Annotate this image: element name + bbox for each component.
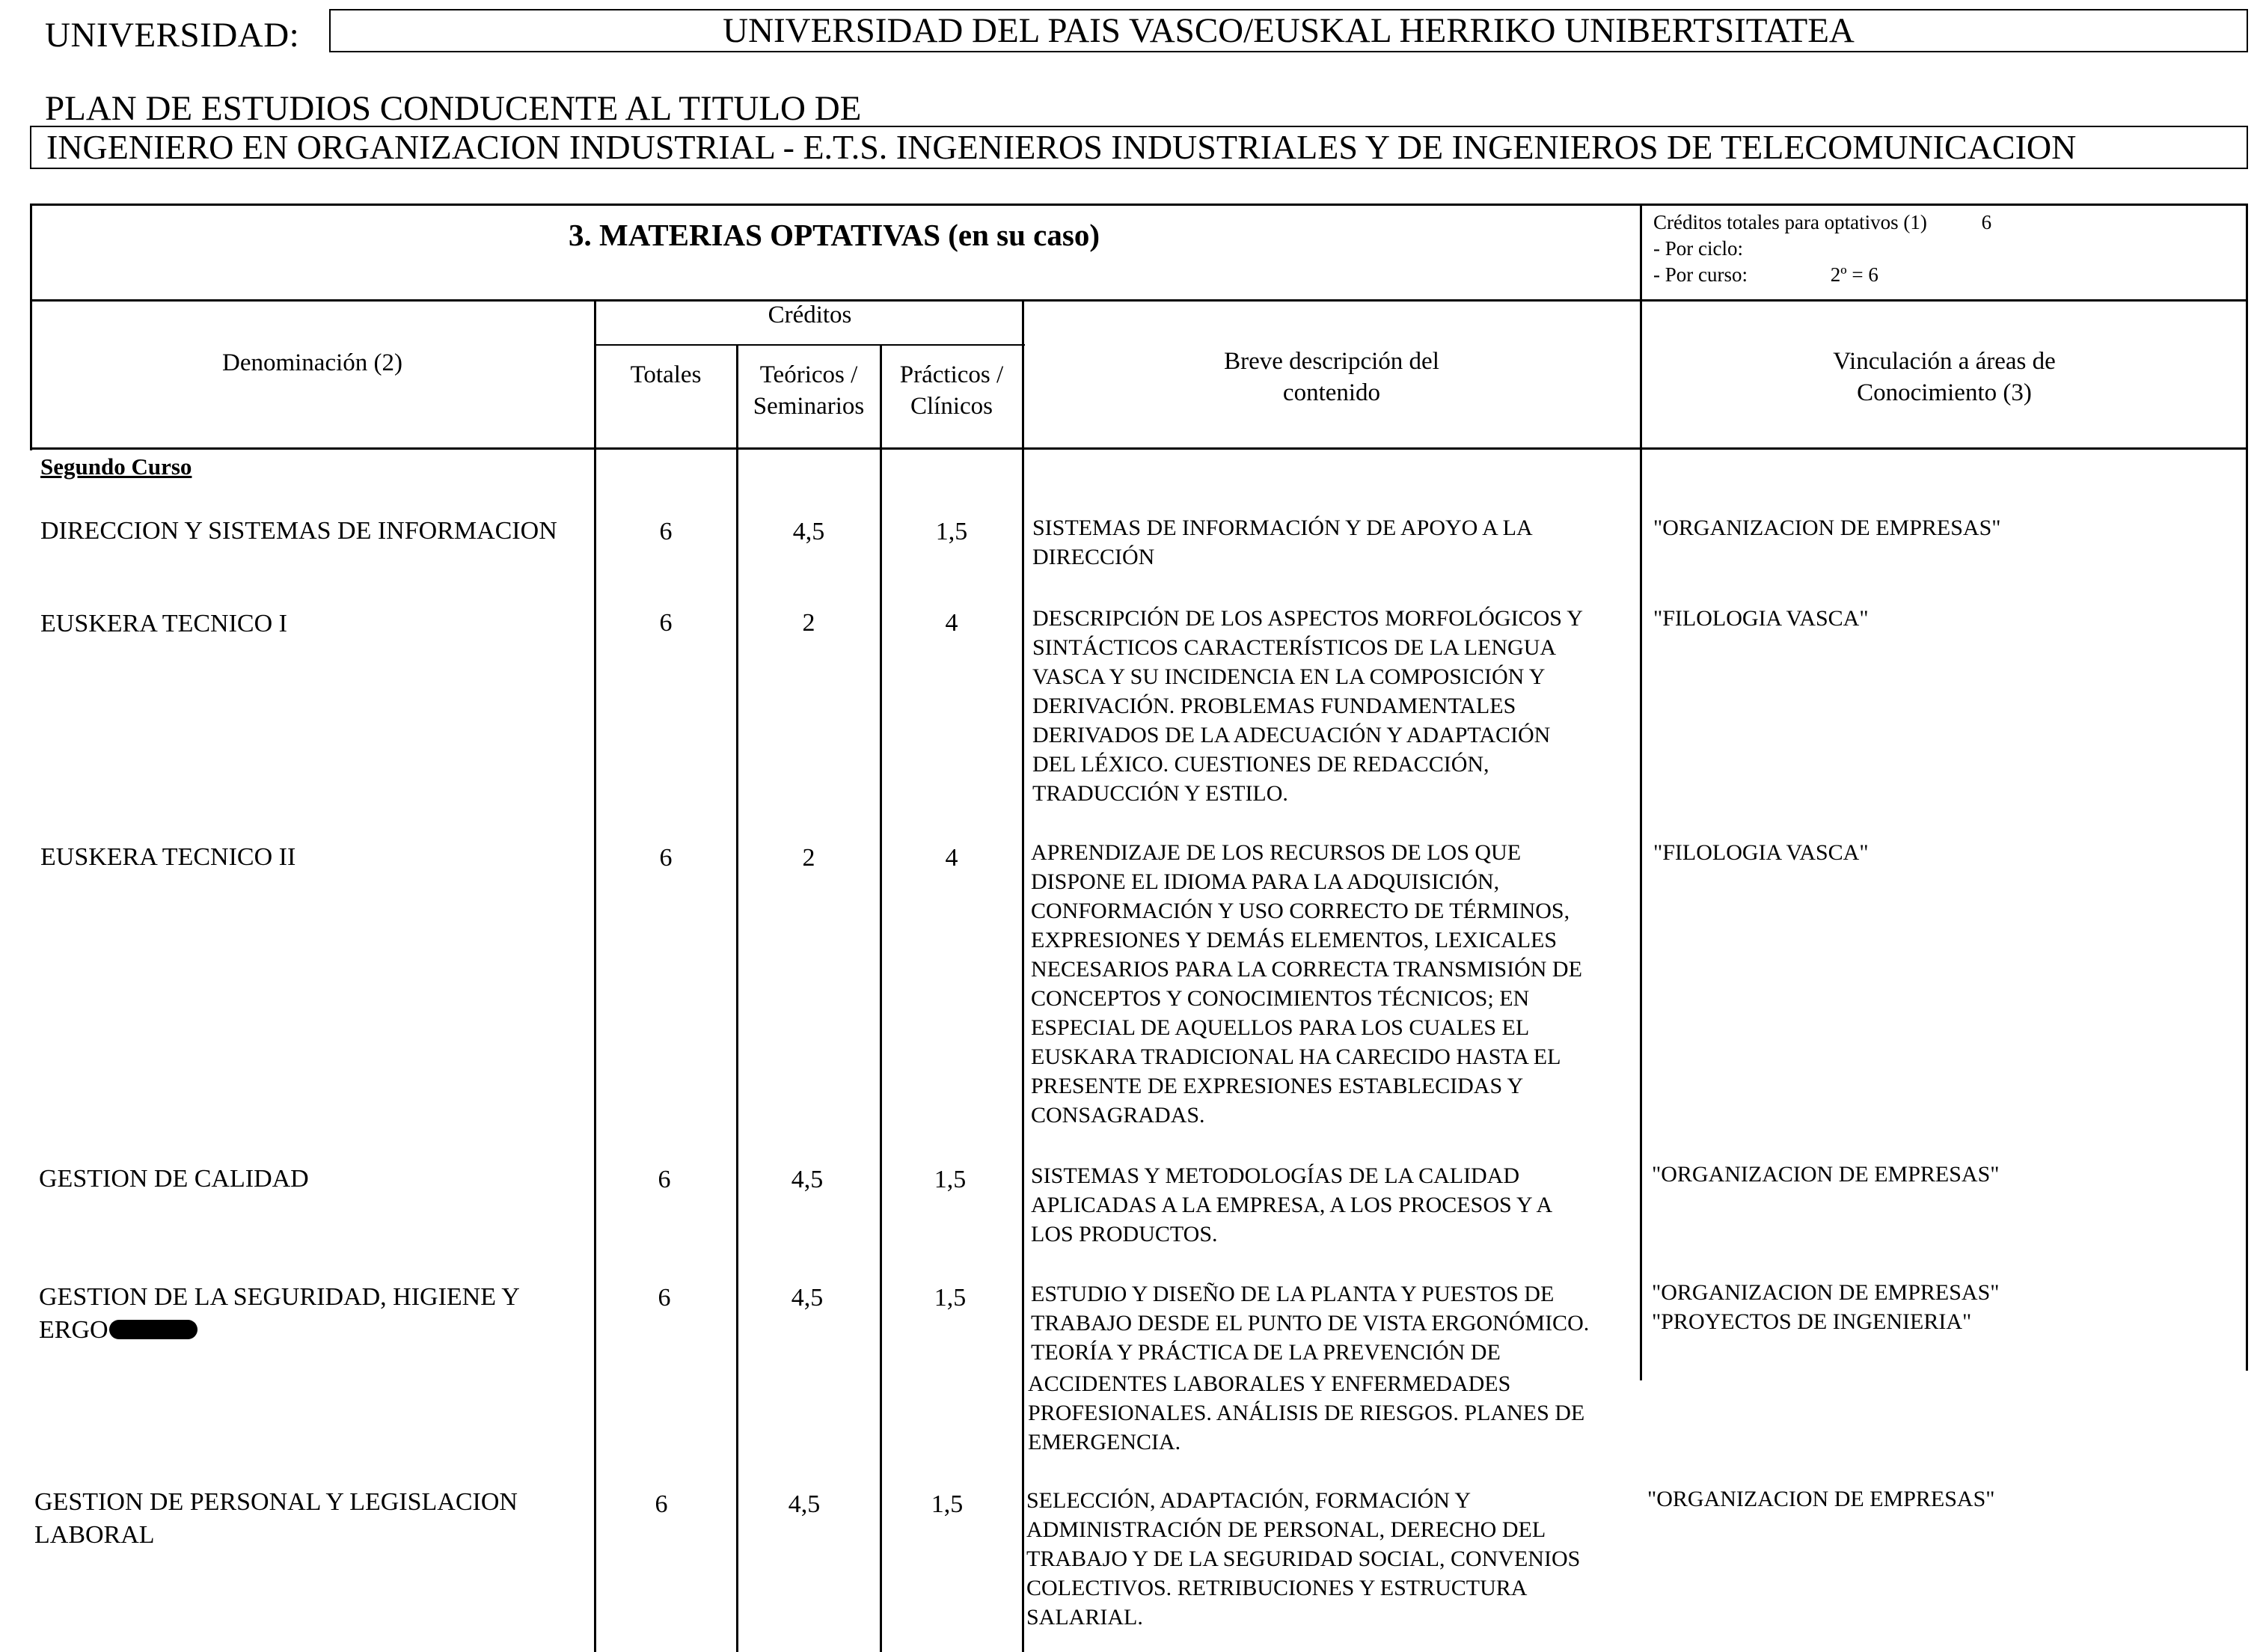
col-header-teoricos-line2: Seminarios [753, 393, 865, 420]
col-header-vinculacion-line1: Vinculación a áreas de [1833, 348, 2056, 375]
col-header-descripcion-line2: contenido [1282, 379, 1381, 406]
row-5-practicos: 1,5 [934, 1284, 967, 1312]
row-1-name: DIRECCION Y SISTEMAS DE INFORMACION [40, 517, 557, 545]
col-header-creditos: Créditos [768, 302, 852, 328]
row-4-practicos: 1,5 [934, 1166, 967, 1193]
header-bottom-divider [30, 447, 2248, 450]
row-3-descripcion: APRENDIZAJE DE LOS RECURSOS DE LOS QUE DISPONE EL IDIOMA PARA LA ADQUISICIÓN, CONFORMACIÓN Y USO CORRECTO DE TÉRMINOS, EXPRESIONES Y DEMÁS ELEMENTOS, LEXICALES NECESARIOS PARA LA CORRECTA TRANSMISIÓN DE CONCEPTOS Y CONOCIMIENTOS TÉCNICOS; EN ESPECIAL DE AQUELLOS PARA LOS CUALES EL EUSKARA TRADICIONAL HA CARECIDO HASTA EL PRESENTE DE EXPRESIONES ESTABLECIDAS Y CONSAGRADAS. [1031, 840, 1582, 1128]
col-header-teoricos-line1: Teóricos / [759, 361, 858, 388]
col-divider-3 [880, 344, 882, 1652]
row-6-name: GESTION DE PERSONAL Y LEGISLACION LABORAL [34, 1488, 518, 1549]
row-4-teoricos: 4,5 [791, 1166, 824, 1193]
row-2-area: "FILOLOGIA VASCA" [1653, 606, 1869, 631]
redaction-mark [109, 1320, 197, 1339]
col-divider-4 [1022, 299, 1024, 1652]
row-3-area: "FILOLOGIA VASCA" [1653, 840, 1869, 865]
credits-total-value: 6 [1981, 211, 1992, 233]
row-5-name [39, 1281, 520, 1347]
course-heading: Segundo Curso [40, 453, 192, 480]
row-2-teoricos: 2 [802, 609, 815, 637]
optativas-table [30, 204, 2248, 1652]
col-divider-2 [736, 344, 738, 1652]
col-header-teoricos [737, 359, 881, 422]
row-1-totales: 6 [659, 518, 673, 545]
row-6-practicos: 1,5 [931, 1490, 964, 1518]
por-curso-label: - Por curso: [1653, 263, 1748, 286]
row-3-name: EUSKERA TECNICO II [40, 843, 296, 871]
universidad-label: UNIVERSIDAD: [45, 16, 300, 55]
creditos-divider [595, 344, 1025, 346]
row-6-descripcion: SELECCIÓN, ADAPTACIÓN, FORMACIÓN Y ADMINISTRACIÓN DE PERSONAL, DERECHO DEL TRABAJO Y DE LA SEGURIDAD SOCIAL, CONVENIOS COLECTIVOS. RETRIBUCIONES Y ESTRUCTURA SALARIAL. [1026, 1488, 1581, 1630]
row-5-name-line2: ERGO [39, 1316, 108, 1344]
row-6-teoricos: 4,5 [788, 1490, 821, 1518]
row-4-area: "ORGANIZACION DE EMPRESAS" [1652, 1162, 2000, 1187]
plan-value: INGENIERO EN ORGANIZACION INDUSTRIAL - E.T.S. INGENIEROS INDUSTRIALES Y DE INGENIEROS DE TELECOMUNICACION [30, 126, 2248, 169]
row-2-practicos: 4 [945, 609, 958, 637]
por-ciclo-label: - Por ciclo: [1653, 237, 1743, 260]
col-header-practicos-line2: Clínicos [910, 393, 993, 420]
credits-info [1653, 209, 1991, 288]
row-5-totales: 6 [658, 1284, 671, 1312]
col-divider-1 [594, 299, 596, 1652]
row-2-descripcion: DESCRIPCIÓN DE LOS ASPECTOS MORFOLÓGICOS Y SINTÁCTICOS CARACTERÍSTICOS DE LA LENGUA VASCA Y SU INCIDENCIA EN LA COMPOSICIÓN Y DERIVACIÓN. PROBLEMAS FUNDAMENTALES DERIVADOS DE LA ADECUACIÓN Y ADAPTACIÓN DEL LÉXICO. CUESTIONES DE REDACCIÓN, TRADUCCIÓN Y ESTILO. [1032, 606, 1583, 806]
section-title-divider [30, 299, 2248, 302]
row-6-area: "ORGANIZACION DE EMPRESAS" [1647, 1487, 1995, 1511]
col-header-vinculacion-line2: Conocimiento (3) [1857, 379, 2032, 406]
row-4-totales: 6 [658, 1166, 671, 1193]
row-5-descripcion-a: ESTUDIO Y DISEÑO DE LA PLANTA Y PUESTOS DE TRABAJO DESDE EL PUNTO DE VISTA ERGONÓMICO. TEORÍA Y PRÁCTICA DE LA PREVENCIÓN DE [1031, 1282, 1590, 1365]
table-top-border [30, 204, 2248, 206]
col-header-denominacion: Denominación (2) [221, 349, 402, 376]
col-header-practicos [881, 359, 1023, 422]
por-curso-value: 2º = 6 [1830, 263, 1878, 286]
col-header-descripcion-line1: Breve descripción del [1224, 348, 1439, 375]
row-1-area: "ORGANIZACION DE EMPRESAS" [1653, 516, 2001, 540]
row-2-name: EUSKERA TECNICO I [40, 610, 287, 637]
col-header-totales: Totales [630, 361, 702, 388]
plan-label: PLAN DE ESTUDIOS CONDUCENTE AL TITULO DE [45, 89, 862, 128]
row-5-teoricos: 4,5 [791, 1284, 824, 1312]
col-header-vinculacion [1641, 346, 2248, 409]
row-3-totales: 6 [659, 844, 673, 872]
col-header-practicos-line1: Prácticos / [899, 361, 1004, 388]
row-1-descripcion: SISTEMAS DE INFORMACIÓN Y DE APOYO A LA DIRECCIÓN [1032, 516, 1533, 569]
row-4-descripcion: SISTEMAS Y METODOLOGÍAS DE LA CALIDAD APLICADAS A LA EMPRESA, A LOS PROCESOS Y A LOS PRODUCTOS. [1031, 1163, 1553, 1246]
credits-total-label: Créditos totales para optativos (1) [1653, 211, 1927, 233]
row-3-teoricos: 2 [802, 844, 815, 872]
row-5-name-line1: GESTION DE LA SEGURIDAD, HIGIENE Y [39, 1283, 520, 1311]
col-header-descripcion [1023, 346, 1641, 409]
row-3-practicos: 4 [945, 844, 958, 872]
row-4-name: GESTION DE CALIDAD [39, 1165, 309, 1193]
row-2-totales: 6 [659, 609, 673, 637]
universidad-value: UNIVERSIDAD DEL PAIS VASCO/EUSKAL HERRIKO UNIBERTSITATEA [329, 9, 2248, 52]
row-5-area: "ORGANIZACION DE EMPRESAS" "PROYECTOS DE INGENIERIA" [1652, 1280, 2000, 1334]
row-1-teoricos: 4,5 [792, 518, 825, 545]
row-5-descripcion-b: ACCIDENTES LABORALES Y ENFERMEDADES PROFESIONALES. ANÁLISIS DE RIESGOS. PLANES DE EMERGENCIA. [1028, 1371, 1585, 1454]
row-6-totales: 6 [655, 1490, 668, 1518]
section-title: 3. MATERIAS OPTATIVAS (en su caso) [569, 218, 1100, 252]
row-1-practicos: 1,5 [935, 518, 968, 545]
